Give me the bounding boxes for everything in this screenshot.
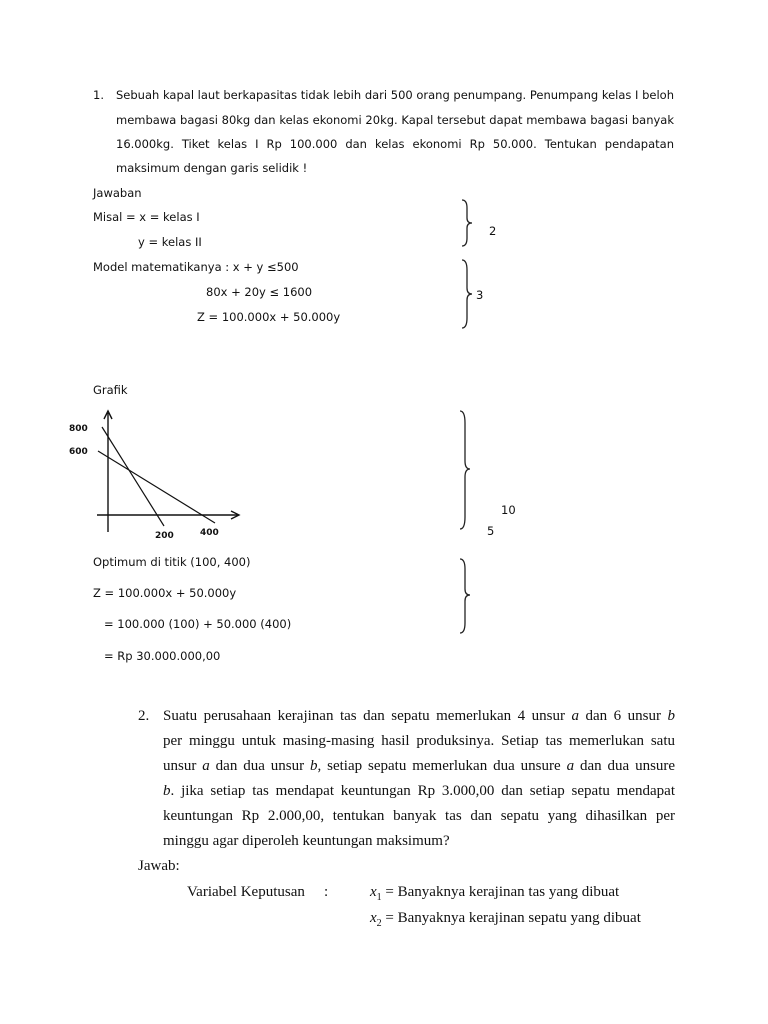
question-2-line-6: minggu agar diperoleh keuntungan maksimum? xyxy=(163,833,450,849)
x1-text: = Banyaknya kerajinan tas yang dibuat xyxy=(385,884,620,900)
question-2-line-2: per minggu untuk masing-masing hasil produksinya. Setiap tas memerlukan satu xyxy=(163,733,675,749)
model-constraint-2: 80x + 20y ≤ 1600 xyxy=(206,285,313,299)
q2-line3-var-b: b xyxy=(310,758,318,774)
q2-line1-text-b: dan 6 unsur xyxy=(585,708,661,724)
q2-var-b: b xyxy=(667,708,676,724)
question-1-line-1: Sebuah kapal laut berkapasitas tidak lebih dari 500 orang penumpang. Penumpang kelas I beloh xyxy=(116,88,674,102)
x1-symbol: x xyxy=(370,884,377,900)
objective-eval-result: = Rp 30.000.000,00 xyxy=(104,649,221,663)
question-2-number: 2. xyxy=(138,708,150,724)
question-1-line-4: maksimum dengan garis selidik ! xyxy=(116,161,308,175)
brace-2 xyxy=(458,258,478,332)
x-tick-200: 200 xyxy=(155,531,174,541)
score-3a: 10 xyxy=(501,503,516,517)
q2-line3-var-a-2: a xyxy=(566,758,575,774)
answer-heading-2: Jawab: xyxy=(138,858,180,874)
x2-definition xyxy=(370,910,641,929)
objective-function: Z = 100.000x + 50.000y xyxy=(197,310,341,324)
question-1-line-3: 16.000kg. Tiket kelas I Rp 100.000 dan kelas ekonomi Rp 50.000. Tentukan pendapatan xyxy=(116,137,674,151)
question-1-number: 1. xyxy=(93,88,104,102)
x1-definition xyxy=(370,884,619,903)
score-2: 3 xyxy=(476,288,484,302)
objective-eval-2: = 100.000 (100) + 50.000 (400) xyxy=(104,617,292,631)
line-80x-20y-1600 xyxy=(102,427,164,526)
q2-var-a: a xyxy=(571,708,579,724)
decision-variable-label: Variabel Keputusan xyxy=(187,884,305,900)
brace-3 xyxy=(456,409,476,533)
q2-line4-text: . jika setiap tas mendapat keuntungan Rp 3.000,00 dan setiap sepatu mendapat xyxy=(170,783,675,799)
brace-4 xyxy=(456,557,476,637)
optimum-point: Optimum di titik (100, 400) xyxy=(93,555,251,569)
decision-variable-colon: : xyxy=(324,884,329,900)
variable-y-definition: y = kelas II xyxy=(138,235,202,249)
model-constraint-1: Model matematikanya : x + y ≤500 xyxy=(93,260,299,274)
question-2-line-4 xyxy=(163,783,675,800)
objective-eval-1: Z = 100.000x + 50.000y xyxy=(93,586,237,600)
question-1-line-2: membawa bagasi 80kg dan kelas ekonomi 20kg. Kapal tersebut dapat membawa bagasi banyak xyxy=(116,113,674,127)
y-tick-600: 600 xyxy=(69,447,88,457)
line-x-y-500 xyxy=(98,451,215,523)
score-3b: 5 xyxy=(487,524,495,538)
variable-x-definition: Misal = x = kelas I xyxy=(93,210,200,224)
brace-1 xyxy=(458,198,478,250)
score-1: 2 xyxy=(489,224,497,238)
feasible-region-graph xyxy=(60,405,250,545)
q2-line3-text-d: dan dua unsure xyxy=(579,758,676,774)
x1-subscript: 1 xyxy=(376,892,382,903)
q2-line3-text-b: dan dua unsur xyxy=(215,758,305,774)
question-2-line-1 xyxy=(163,708,675,725)
q2-line3-text-c: , setiap sepatu memerlukan dua unsure xyxy=(317,758,561,774)
q2-line4-var-b: b xyxy=(163,783,171,799)
q2-line1-text-a: Suatu perusahaan kerajinan tas dan sepatu memerlukan 4 unsur xyxy=(163,708,565,724)
q2-line3-text-a: unsur xyxy=(163,758,197,774)
x-tick-400: 400 xyxy=(200,528,219,538)
graph-heading: Grafik xyxy=(93,383,128,397)
x2-text: = Banyaknya kerajinan sepatu yang dibuat xyxy=(385,910,641,926)
answer-heading: Jawaban xyxy=(93,186,142,200)
question-2-line-5: keuntungan Rp 2.000,00, tentukan banyak tas dan sepatu yang dihasilkan per xyxy=(163,808,675,824)
y-tick-800: 800 xyxy=(69,424,88,434)
x2-symbol: x xyxy=(370,910,377,926)
x2-subscript: 2 xyxy=(376,918,382,929)
question-2-line-3 xyxy=(163,758,675,775)
q2-line3-var-a: a xyxy=(202,758,210,774)
